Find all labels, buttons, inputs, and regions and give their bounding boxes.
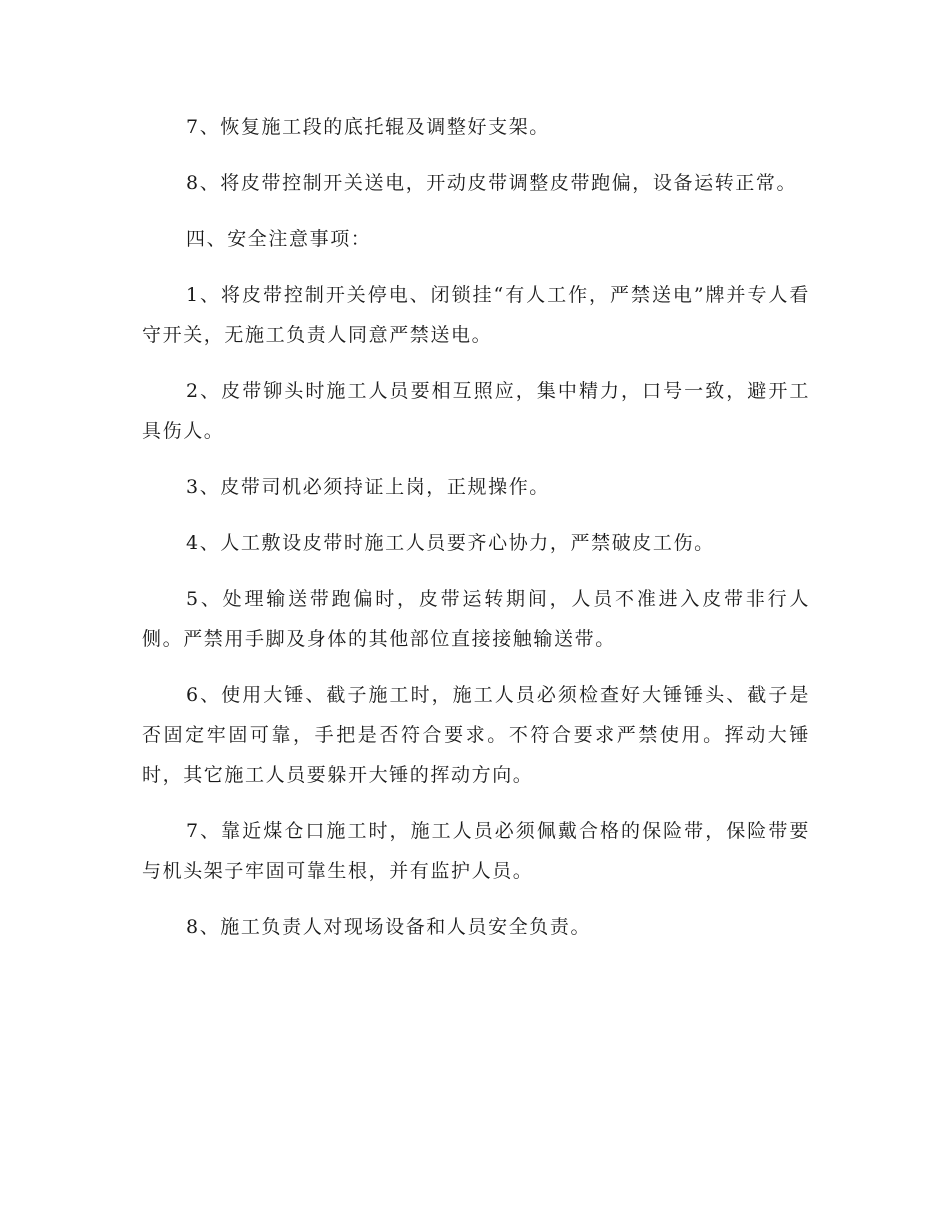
section-heading-safety: 四、安全注意事项： — [186, 228, 372, 250]
document-body — [142, 107, 810, 963]
paragraph-safety-1: 1、将皮带控制开关停电、闭锁挂“有人工作，严禁送电”牌并专人看守开关，无施工负责人同意严禁送电。 — [142, 284, 810, 346]
paragraph-safety-3: 3、皮带司机必须持证上岗，正规操作。 — [186, 476, 550, 498]
paragraph-safety-5: 5、处理输送带跑偏时，皮带运转期间，人员不准进入皮带非行人侧。严禁用手脚及身体的其他部位直接接触输送带。 — [142, 588, 810, 650]
paragraph-safety-8: 8、施工负责人对现场设备和人员安全负责。 — [186, 916, 592, 938]
paragraph-safety-6: 6、使用大锤、截子施工时，施工人员必须检查好大锤锤头、截子是否固定牢固可靠，手把是否符合要求。不符合要求严禁使用。挥动大锤时，其它施工人员要躲开大锤的挥动方向。 — [142, 684, 810, 786]
paragraph-safety-2: 2、皮带铆头时施工人员要相互照应，集中精力，口号一致，避开工具伤人。 — [142, 380, 810, 442]
paragraph-safety-4: 4、人工敷设皮带时施工人员要齐心协力，严禁破皮工伤。 — [186, 532, 715, 554]
paragraph-step-7: 7、恢复施工段的底托辊及调整好支架。 — [186, 116, 550, 138]
paragraph-step-8: 8、将皮带控制开关送电，开动皮带调整皮带跑偏，设备运转正常。 — [186, 172, 798, 194]
paragraph-safety-7: 7、靠近煤仓口施工时，施工人员必须佩戴合格的保险带，保险带要与机头架子牢固可靠生根，并有监护人员。 — [142, 820, 810, 882]
